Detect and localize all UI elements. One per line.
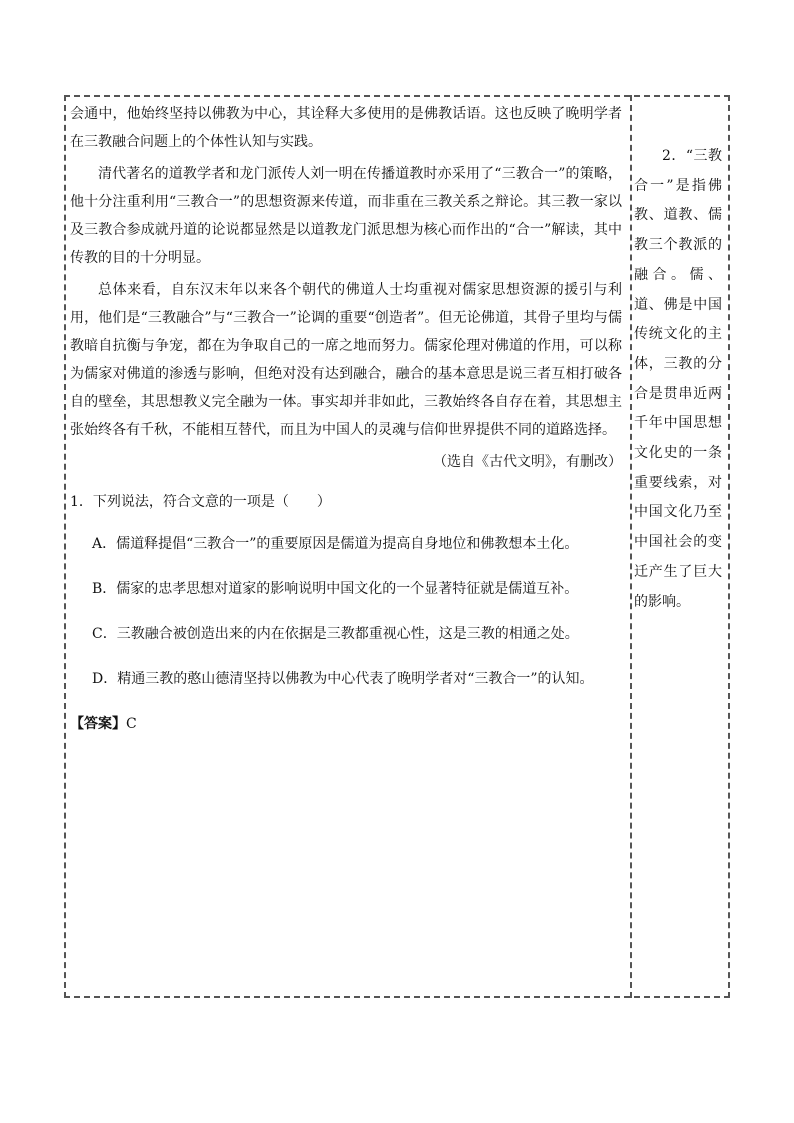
answer-label: 【答案】 [70, 716, 126, 732]
option-c: C．三教融合被创造出来的内在依据是三教都重视心性，这是三教的相通之处。 [92, 626, 579, 642]
passage-paragraph-3: 总体来看，自东汉末年以来各个朝代的佛道人士均重视对儒家思想资源的援引与利用，他们是“三教融合”与“三教合一”论调的重要“创造者”。但无论佛道，其骨子里均与儒教暗自抗衡与争宠，都在为争取自己的一席之地而努力。儒家伦理对佛道的作用，可以称为儒家对佛道的渗透与影响，但绝对没有达到融合，融合的基本意思是说三者互相打破各自的壁垒，其思想教义完全融为一体。事实却并非如此，三教始终各自存在着，其思想主张始终各有千秋，不能相互替代，而且为中国人的灵魂与信仰世界提供不同的道路选择。 [70, 282, 622, 438]
option-a: A．儒道释提倡“三教合一”的重要原因是儒道为提高自身地位和佛教想本土化。 [92, 536, 579, 552]
answer-value: C [126, 716, 137, 732]
column-divider [630, 95, 632, 998]
option-b: B．儒家的忠孝思想对道家的影响说明中国文化的一个显著特征就是儒道互补。 [92, 581, 579, 597]
side-note: 2．“三教合一”是指佛教、道教、儒教三个教派的融合。儒、道、佛是中国传统文化的主体，三教的分合是贯串近两千年中国思想文化史的一条重要线索，对中国文化乃至中国社会的变迁产生了巨大的影响。 [634, 148, 722, 610]
question-stem: 1．下列说法，符合文意的一项是（ ） [70, 494, 331, 510]
passage-paragraph-2: 清代著名的道教学者和龙门派传人刘一明在传播道教时亦采用了“三教合一”的策略，他十分注重利用“三教合一”的思想资源来传道，而非重在三教关系之辩论。其三教一家以及三教合参成就丹道的论说都显然是以道教龙门派思想为核心而作出的“合一”解读，其中传教的目的十分明显。 [70, 166, 622, 266]
passage-paragraph-1: 会通中，他始终坚持以佛教为中心，其诠释大多使用的是佛教话语。这也反映了晚明学者在三教融合问题上的个体性认知与实践。 [70, 106, 622, 150]
answer-line [70, 710, 622, 738]
passage-source: （选自《古代文明》，有删改） [433, 454, 622, 470]
side-column [634, 142, 722, 617]
main-column [70, 100, 622, 738]
option-d: D．精通三教的憨山德清坚持以佛教为中心代表了晚明学者对“三教合一”的认知。 [92, 671, 594, 687]
